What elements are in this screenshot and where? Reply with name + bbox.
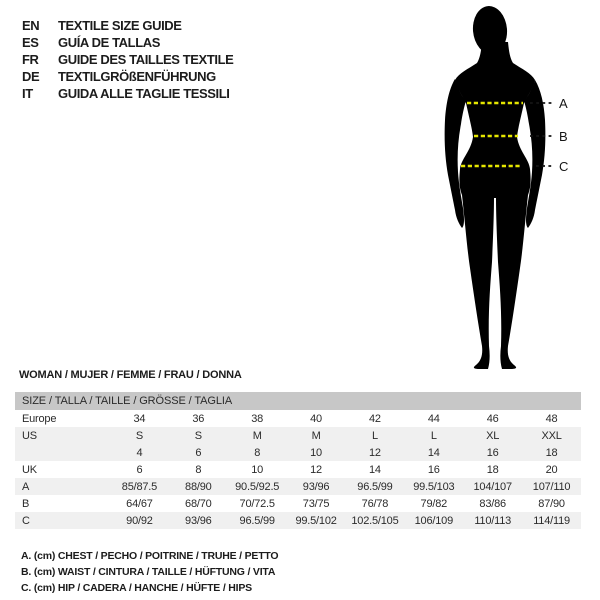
size-cell: 36	[192, 412, 205, 425]
language-code: FR	[22, 52, 39, 67]
size-cell: 16	[486, 446, 499, 459]
language-code: DE	[22, 69, 40, 84]
size-cell: 12	[369, 446, 381, 459]
size-cell: 48	[545, 412, 558, 425]
size-cell: XXL	[541, 429, 562, 442]
language-label: TEXTILGRÖßENFÜHRUNG	[58, 69, 216, 84]
size-cell: 10	[310, 446, 322, 459]
table-row	[15, 410, 581, 427]
size-cell: 70/72.5	[239, 497, 275, 510]
size-cell: 102.5/105	[351, 514, 399, 527]
language-row-it	[22, 85, 233, 102]
size-cell: 99.5/103	[413, 480, 455, 493]
table-row	[15, 444, 581, 461]
size-cell: 99.5/102	[295, 514, 337, 527]
language-label: GUIDE DES TAILLES TEXTILE	[58, 52, 234, 67]
size-cell: 14	[369, 463, 381, 476]
marker-label-b: B	[559, 129, 568, 144]
size-cell: M	[311, 429, 321, 442]
size-cell: 107/110	[532, 480, 571, 493]
row-label: B	[22, 497, 30, 510]
size-cell: 42	[369, 412, 381, 425]
size-cell: 64/67	[126, 497, 153, 510]
size-cell: 76/78	[361, 497, 389, 510]
silhouette-torso-legs	[455, 42, 535, 369]
size-cell: 73/75	[302, 497, 330, 510]
language-code: IT	[22, 86, 33, 101]
section-title: WOMAN / MUJER / FEMME / FRAU / DONNA	[19, 369, 242, 381]
size-cell: 88/90	[185, 480, 212, 493]
size-cell: 6	[195, 446, 202, 459]
size-cell: 40	[310, 412, 322, 425]
size-cell: 79/82	[420, 497, 448, 510]
legend-line-waist: B. (cm) WAIST / CINTURA / TAILLE / HÜFTUNG / VITA	[21, 566, 276, 578]
language-row-de	[22, 68, 233, 85]
size-cell: 114/119	[533, 514, 570, 527]
language-code: EN	[22, 18, 40, 33]
silhouette-right-arm	[524, 80, 545, 228]
size-cell: S	[135, 429, 143, 442]
size-table	[15, 392, 581, 529]
table-header: SIZE / TALLA / TAILLE / GRÖSSE / TAGLIA	[15, 392, 581, 410]
size-cell: L	[430, 429, 437, 442]
size-cell: 14	[427, 446, 440, 459]
woman-silhouette	[445, 5, 546, 369]
row-label	[15, 444, 110, 461]
size-cell: 104/107	[473, 480, 512, 493]
size-cell: 10	[251, 463, 264, 476]
size-cell: 8	[254, 446, 261, 459]
language-row-es	[22, 34, 233, 51]
marker-label-c: C	[559, 159, 569, 174]
size-cell: 93/96	[185, 514, 212, 527]
size-cell: 18	[545, 446, 558, 459]
size-cell: 90/92	[126, 514, 153, 527]
row-label: Europe	[22, 412, 57, 425]
size-cell: 4	[136, 446, 143, 459]
size-cell: 83/86	[479, 497, 506, 510]
row-label: A	[22, 480, 30, 493]
size-cell: 90.5/92.5	[235, 480, 280, 493]
size-cell: 8	[195, 463, 202, 476]
size-cell: 16	[427, 463, 440, 476]
row-label: UK	[22, 463, 37, 476]
language-label: GUIDA ALLE TAGLIE TESSILI	[58, 86, 230, 101]
legend-line-chest: A. (cm) CHEST / PECHO / POITRINE / TRUHE / PETTO	[21, 550, 279, 562]
row-label: C	[22, 514, 30, 527]
size-cell: 20	[545, 463, 558, 476]
size-cell: 106/109	[414, 514, 453, 527]
size-cell: S	[194, 429, 202, 442]
table-row	[15, 478, 581, 495]
size-cell: L	[371, 429, 378, 442]
size-cell: 46	[486, 412, 499, 425]
silhouette-left-arm	[445, 79, 466, 228]
woman-silhouette-figure	[388, 0, 600, 380]
size-cell: 44	[427, 412, 440, 425]
size-cell: 96.5/99	[357, 480, 393, 493]
language-label: GUÍA DE TALLAS	[58, 35, 161, 50]
row-label: US	[22, 429, 37, 442]
measurement-legend	[21, 548, 278, 596]
size-cell: 85/87.5	[121, 480, 158, 493]
size-cell: 110/113	[474, 514, 512, 527]
size-cell: XL	[486, 429, 500, 442]
language-row-fr	[22, 51, 233, 68]
size-cell: 68/70	[185, 497, 212, 510]
table-row	[15, 427, 581, 444]
table-header-row	[15, 392, 581, 410]
size-cell: 96.5/99	[239, 514, 275, 527]
table-row	[15, 495, 581, 512]
table-row	[15, 512, 581, 529]
size-cell: 93/96	[302, 480, 330, 493]
table-row	[15, 461, 581, 478]
marker-label-a: A	[559, 96, 568, 111]
legend-line-hip: C. (cm) HIP / CADERA / HANCHE / HÜFTE / HIPS	[21, 582, 252, 594]
measurement-figure	[388, 0, 600, 380]
language-label: TEXTILE SIZE GUIDE	[58, 18, 182, 33]
size-cell: 6	[136, 463, 143, 476]
size-cell: 18	[486, 463, 499, 476]
size-cell: M	[252, 429, 262, 442]
size-cell: 38	[251, 412, 264, 425]
language-title-block	[22, 17, 233, 102]
size-cell: 34	[133, 412, 146, 425]
language-row-en	[22, 17, 233, 34]
size-cell: 12	[310, 463, 322, 476]
size-cell: 87/90	[538, 497, 565, 510]
language-code: ES	[22, 35, 39, 50]
